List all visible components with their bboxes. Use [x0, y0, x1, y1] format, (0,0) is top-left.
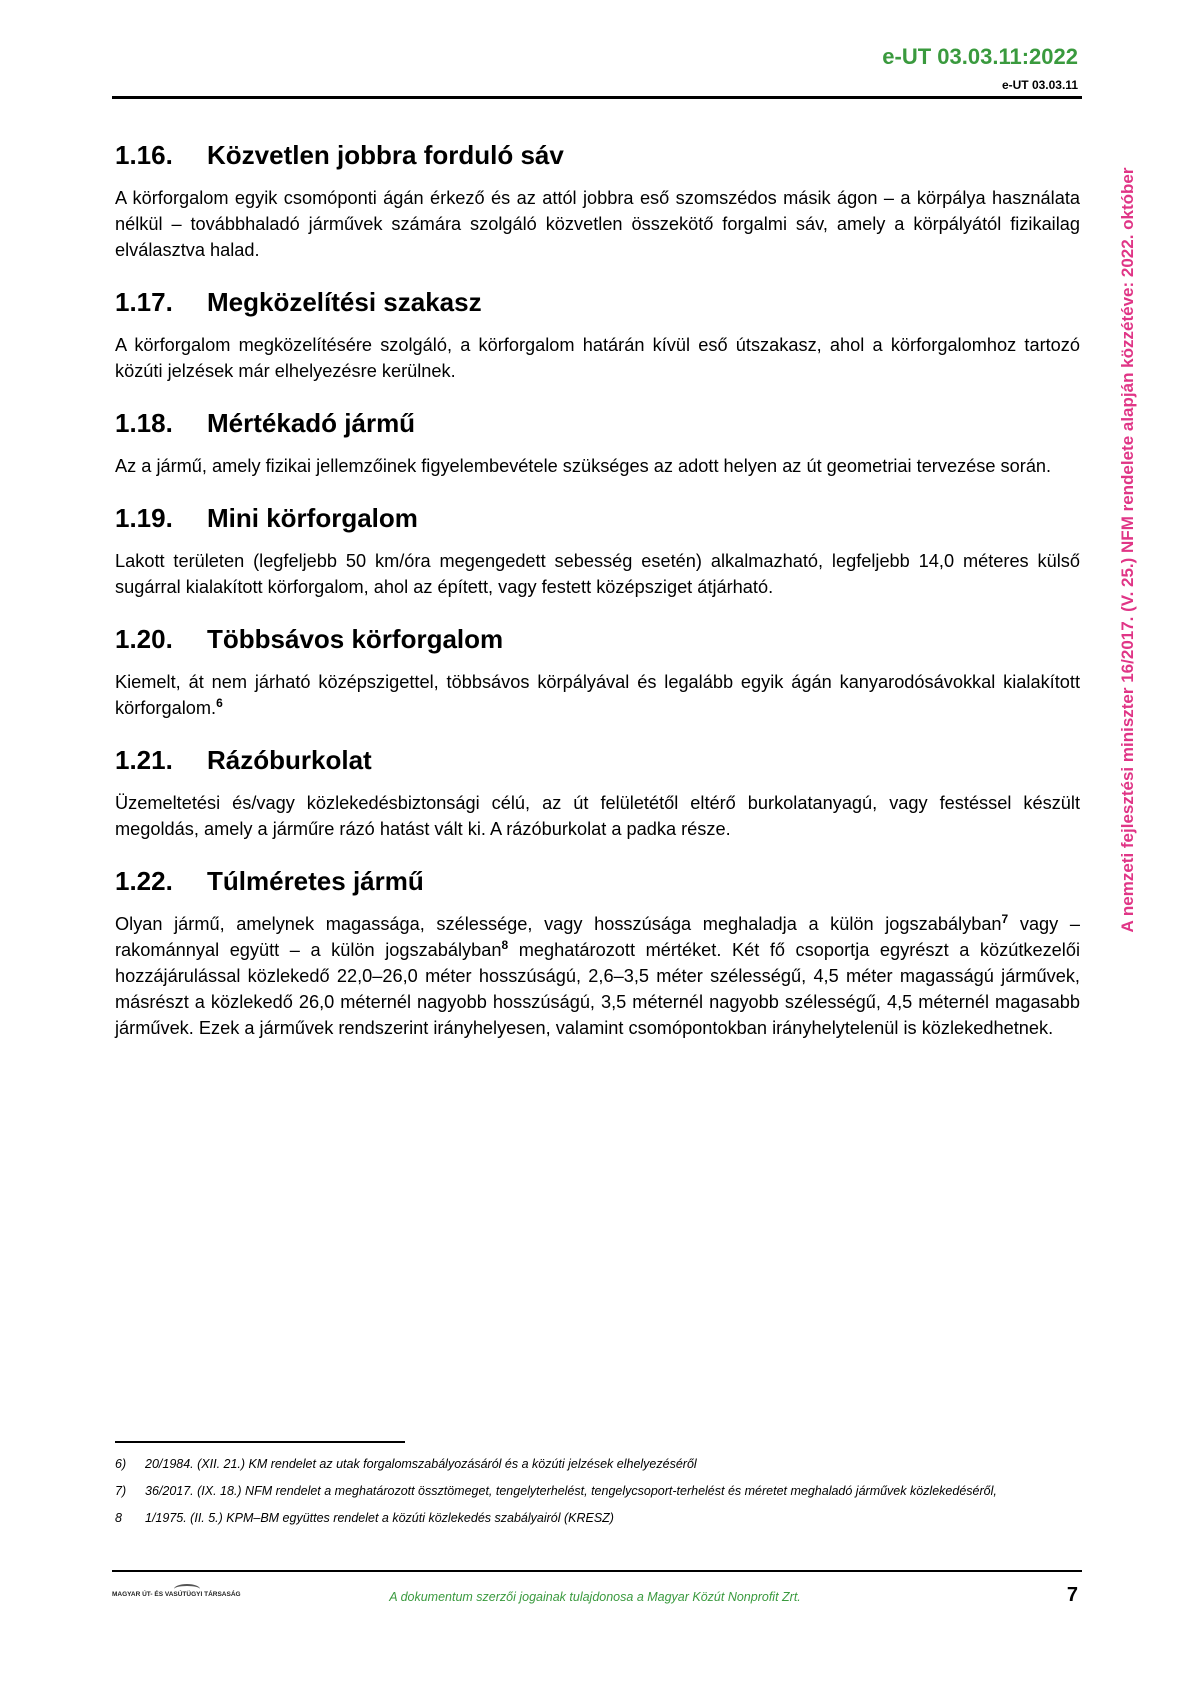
footnote-text: 20/1984. (XII. 21.) KM rendelet az utak forgalomszabályozásáról és a közúti jelzések elhelyezéséről: [145, 1457, 697, 1471]
section-heading: [115, 624, 1080, 655]
footnote-mark: 7): [115, 1484, 127, 1498]
section-title: Megközelítési szakasz: [207, 287, 482, 317]
footnote-text: 1/1975. (II. 5.) KPM–BM együttes rendelet a közúti közlekedés szabályairól (KRESZ): [145, 1511, 614, 1525]
section-text: Lakott területen (legfeljebb 50 km/óra megengedett sebesség esetén) alkalmazható, legfeljebb 14,0 méteres külső sugárral kialakított körforgalom, ahol az épített, vagy festett középsziget átjárható.: [115, 551, 1080, 597]
section-number: 1.20.: [115, 624, 173, 654]
section-text-part: Olyan jármű, amelynek magassága, szélessége, vagy hosszúsága meghaladja a külön jogszabályban: [115, 914, 1002, 934]
footnote-divider: [115, 1441, 405, 1443]
copyright-notice: A dokumentum szerzői jogainak tulajdonosa a Magyar Közút Nonprofit Zrt.: [389, 1590, 801, 1604]
section-text: A körforgalom egyik csomóponti ágán érkező és az attól jobbra eső szomszédos másik ágon – a körpálya használata nélkül – továbbhaladó járművek számára szolgáló közvetlen összekötő forgalmi sáv, amely a körpályától fizikailag elválasztva halad.: [115, 188, 1080, 260]
section-text-part: meghatározott mértéket. Két fő csoportja egyrészt a közútkezelői hozzájárulással közlekedő 22,0–26,0 méter hosszúságú, 2,6–3,5 méter szélességű, 4,5 méter magasságú járművek, másrészt a közlekedő 26,0 méternél nagyobb hosszúságú, 3,5 méternél nagyobb szélességű, 4,5 méternél magasabb járművek. Ezek a járművek rendszerint irányhelyesen, valamint csomópontokban irányhelytelenül is közlekedhetnek.: [115, 940, 1080, 1038]
section-heading: [115, 866, 1080, 897]
footnote-item: [115, 1483, 1015, 1500]
section-number: 1.22.: [115, 866, 173, 896]
section-1-21: [115, 745, 1080, 842]
footnote-ref[interactable]: 7: [1001, 911, 1009, 926]
section-1-19: [115, 503, 1080, 600]
section-number: 1.21.: [115, 745, 173, 775]
section-1-17: [115, 287, 1080, 384]
section-text: Üzemeltetési és/vagy közlekedésbiztonsági célú, az út felületétől eltérő burkolatanyagú, vagy festéssel készült megoldás, amely a járműre rázó hatást vált ki. A rázóburkolat a padka része.: [115, 793, 1080, 839]
footnote-ref[interactable]: 6: [216, 695, 223, 710]
footnote-mark: 6): [115, 1457, 127, 1471]
section-title: Túlméretes jármű: [207, 866, 424, 896]
footnote-mark: 8: [115, 1511, 122, 1525]
section-1-20: [115, 624, 1080, 721]
section-title: Rázóburkolat: [207, 745, 372, 775]
section-number: 1.16.: [115, 140, 173, 170]
section-text: [115, 669, 1080, 721]
footnote-text: 36/2017. (IX. 18.) NFM rendelet a meghatározott össztömeget, tengelyterhelést, tengelycsoport-terhelést és méretet meghaladó járművek közlekedéséről,: [145, 1484, 997, 1498]
footnotes: [115, 1456, 1015, 1537]
section-heading: [115, 503, 1080, 534]
section-heading: [115, 745, 1080, 776]
document-code-short: e-UT 03.03.11: [1001, 78, 1078, 92]
section-1-18: [115, 408, 1080, 479]
section-1-22: [115, 866, 1080, 1041]
header-divider: [112, 96, 1082, 99]
publication-note: A nemzeti fejlesztési miniszter 16/2017. (V. 25.) NFM rendelete alapján közzétéve: 2022. október: [1118, 167, 1137, 933]
section-1-16: [115, 140, 1080, 263]
section-title: Mini körforgalom: [207, 503, 418, 533]
section-number: 1.17.: [115, 287, 173, 317]
footnote-item: [115, 1510, 1015, 1527]
section-heading: [115, 287, 1080, 318]
main-content: [115, 140, 1080, 1065]
footnote-item: [115, 1456, 1015, 1473]
logo-text: MAGYAR ÚT- ÉS VASÚTÜGYI TÁRSASÁG: [112, 1591, 241, 1598]
section-number: 1.18.: [115, 408, 173, 438]
page-number: 7: [1066, 1584, 1078, 1606]
section-text: [115, 911, 1080, 1041]
section-title: Többsávos körforgalom: [207, 624, 504, 654]
footnote-ref[interactable]: 8: [501, 937, 509, 952]
section-text-body: Kiemelt, át nem járható középszigettel, többsávos körpályával és legalább egyik ágán kanyarodósávokkal kialakított körforgalom.: [115, 672, 1080, 718]
footer-divider: [112, 1570, 1082, 1572]
section-heading: [115, 140, 1080, 171]
section-text-part: vagy – rakománnyal együtt – a külön jogszabályban: [115, 914, 1080, 960]
section-number: 1.19.: [115, 503, 173, 533]
document-code: e-UT 03.03.11:2022: [882, 44, 1078, 69]
section-text: Az a jármű, amely fizikai jellemzőinek figyelembevétele szükséges az adott helyen az út geometriai tervezése során.: [115, 456, 1052, 476]
section-text: A körforgalom megközelítésére szolgáló, a körforgalom határán kívül eső útszakasz, ahol a körforgalomhoz tartozó közúti jelzések már elhelyezésre kerülnek.: [115, 335, 1080, 381]
section-title: Közvetlen jobbra forduló sáv: [207, 140, 564, 170]
section-title: Mértékadó jármű: [207, 408, 416, 438]
section-heading: [115, 408, 1080, 439]
